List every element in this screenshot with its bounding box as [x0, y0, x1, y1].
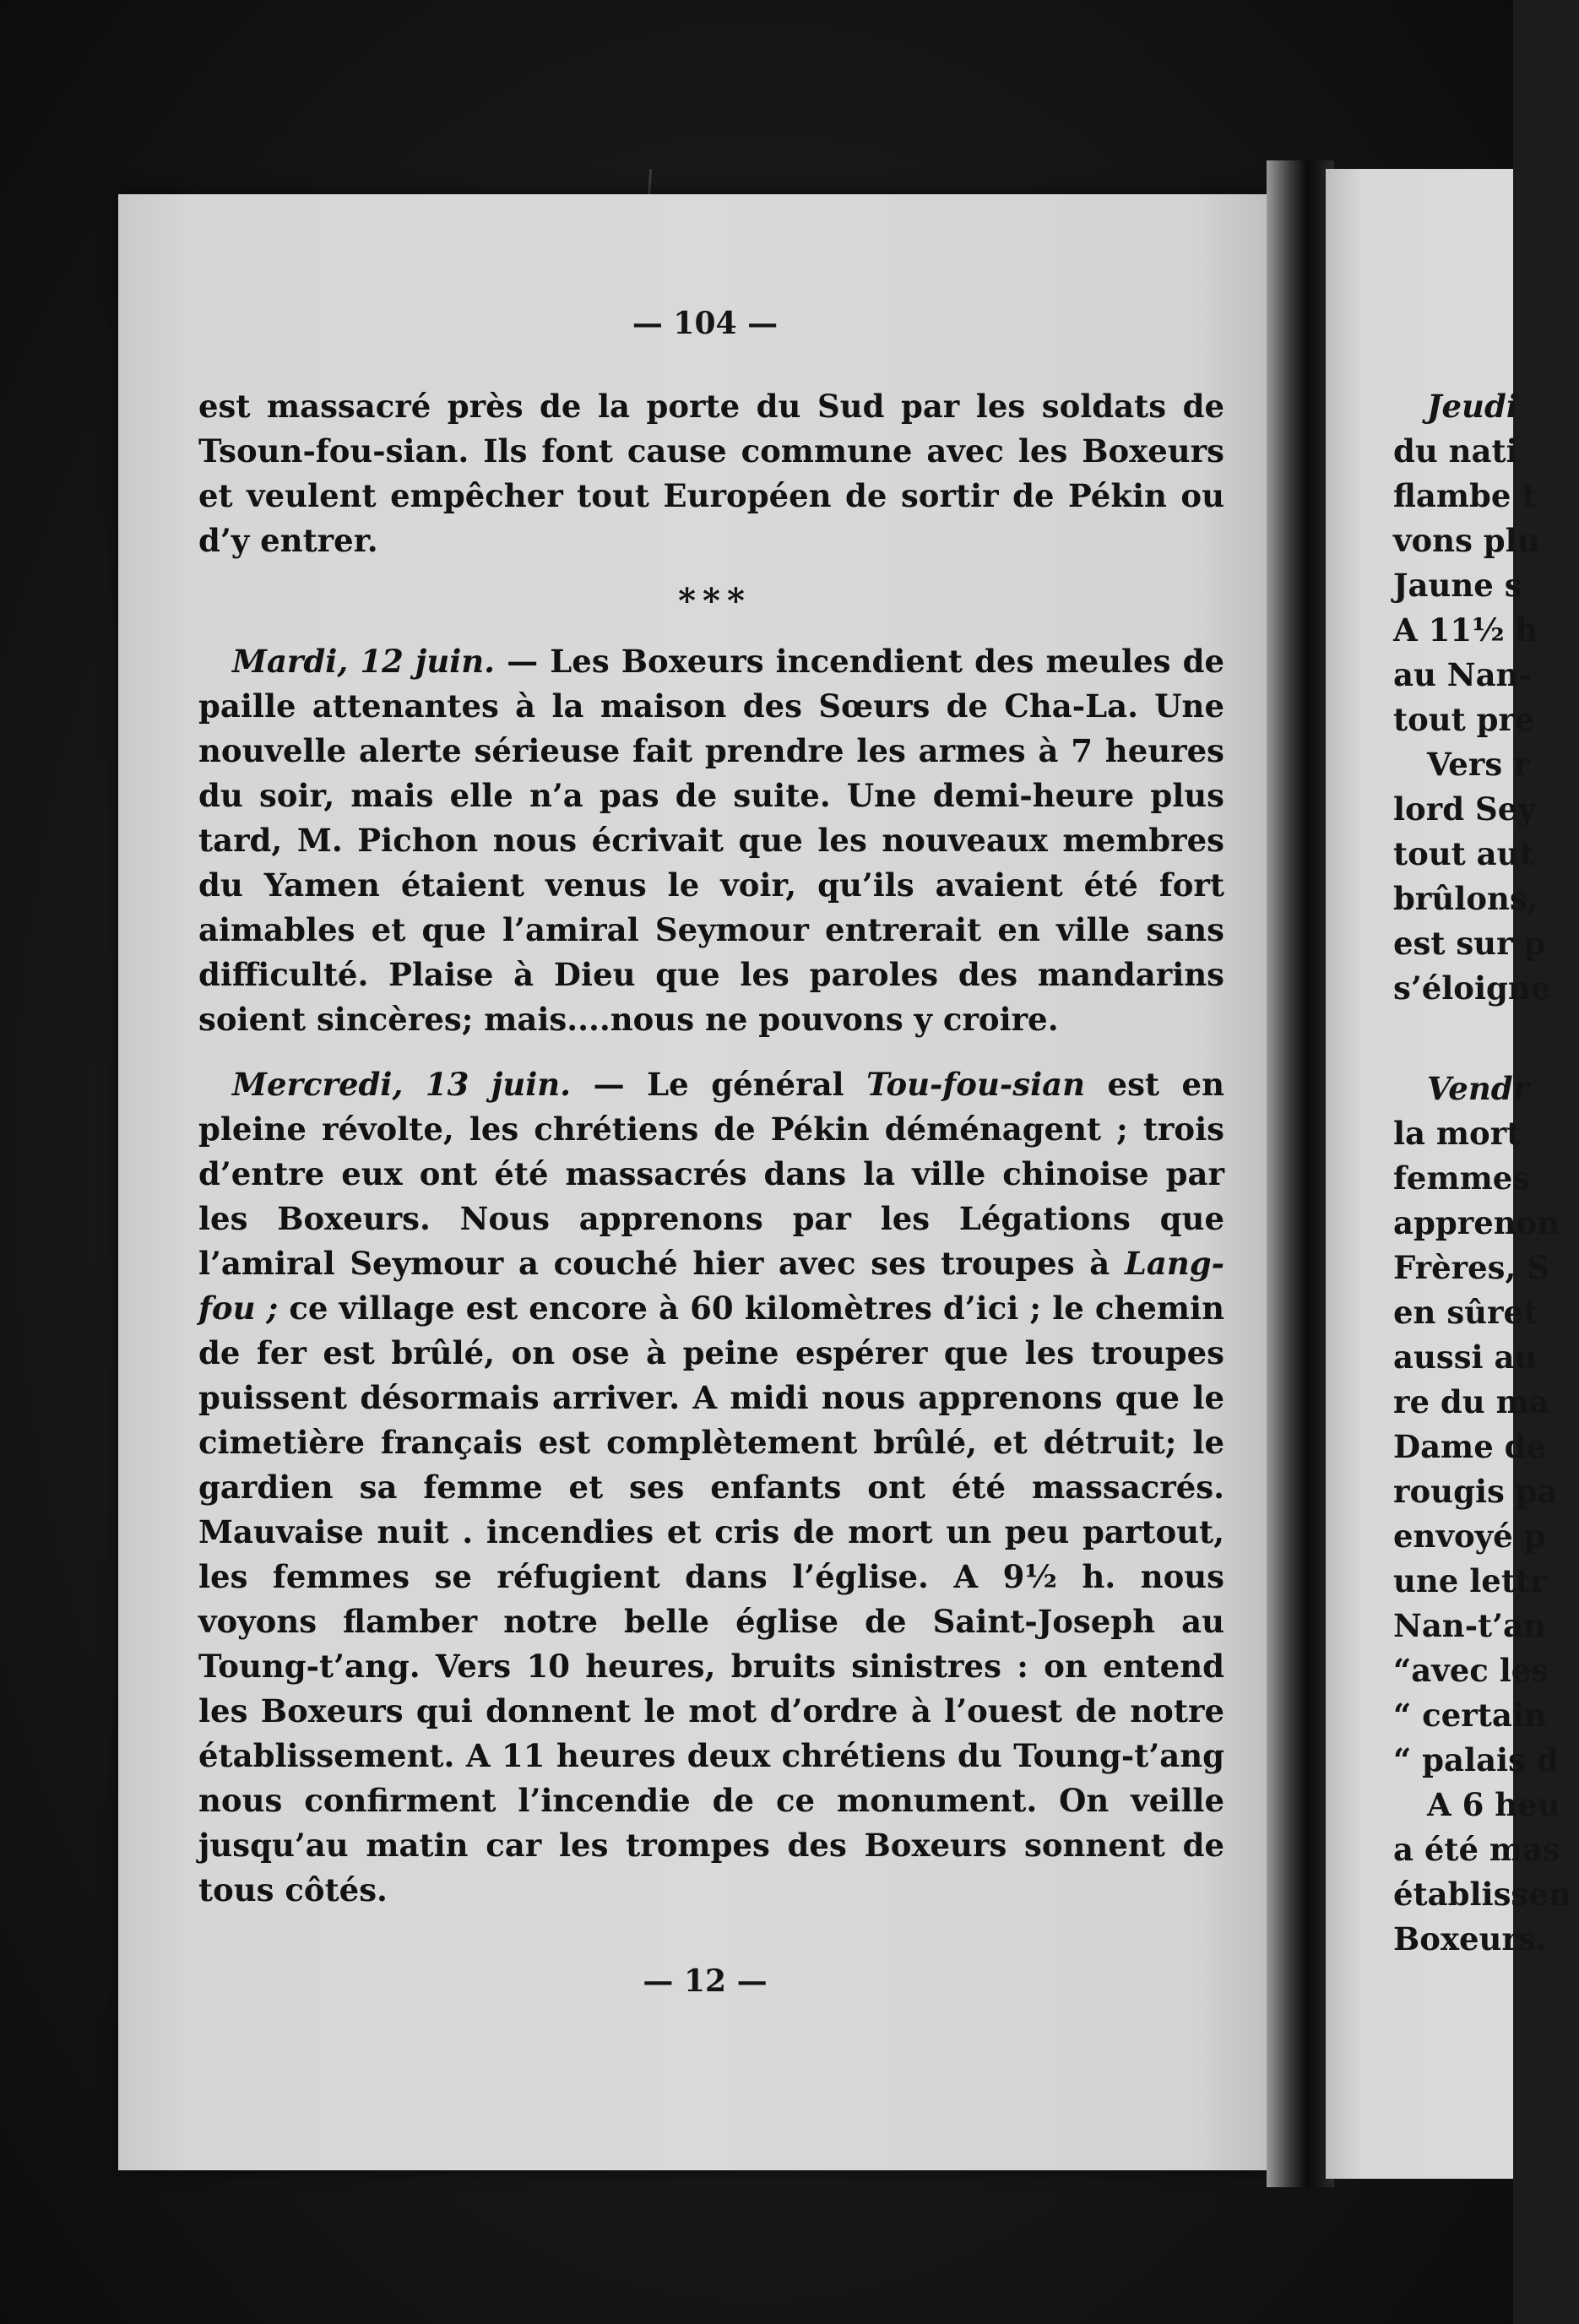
paragraph-tuesday [198, 639, 1224, 1042]
right-page-line: lord Sey [1393, 790, 1536, 828]
right-page-line: Boxeurs. [1393, 1920, 1547, 1957]
right-page-line: apprenon [1393, 1204, 1560, 1241]
entry-body-wednesday-c: ce village est encore à 60 kilomètres d’ici ; le chemin de fer est brûlé, on ose à peine espérer que les troupes puissent désormais arriver. A midi nous apprenons que le cimetière français est complètement brûlé, et détruit; le gardien sa femme et ses enfants ont été massacrés. Mauvaise nuit . incendies et cris de mort un peu partout, les femmes se réfugient dans l’église. A 9½ h. nous voyons flamber notre belle église de Saint-Joseph au Toung-t’ang. Vers 10 heures, bruits sinistres : on entend les Boxeurs qui donnent le mot d’ordre à l’ouest de notre établissement. A 11 heures deux chrétiens du Toung-t’ang nous confirment l’incendie de ce monument. On veille jusqu’au matin car les trompes des Boxeurs sonnent de tous côtés. [198, 1290, 1224, 1909]
right-page-line: une lettr [1393, 1562, 1547, 1599]
right-page-line: s’éloigne [1393, 969, 1551, 1007]
paragraph-continuation: est massacré près de la porte du Sud par les soldats de Tsoun-fou-sian. Ils font cause commune avec les Boxeurs et veulent empêcher tout Européen de sortir de Pékin ou d’y entrer. [198, 388, 1224, 559]
page-number-bottom: — 12 — [643, 1963, 768, 1999]
book-gutter [1267, 160, 1334, 2187]
right-page-line: tout aut [1393, 835, 1534, 872]
left-page-text [198, 384, 1224, 1913]
right-page-line: rougis pa [1393, 1473, 1558, 1510]
right-page-line: aussi au [1393, 1338, 1538, 1376]
right-page-text [1393, 384, 1579, 1962]
right-page-line: “ palais d [1393, 1741, 1559, 1778]
right-page-line: du nati [1393, 432, 1518, 470]
right-page-line: envoyé p [1393, 1518, 1546, 1555]
right-page-line: au Nan- [1393, 656, 1532, 693]
right-page-line: en sûret [1393, 1294, 1538, 1331]
right-page-line: tout pre [1393, 701, 1535, 738]
right-page-line: Vendr [1427, 1070, 1530, 1107]
entry-body-tuesday: — Les Boxeurs incendient des meules de paille attenantes à la maison des Sœurs de Cha-La. Une nouvelle alerte sérieuse fait prendre les armes à 7 heures du soir, mais elle n’a pas de suite. Une demi-heure plus tard, M. Pichon nous écrivait que les nouveaux membres du Yamen étaient venus le voir, qu’ils avaient été fort aimables et que l’amiral Seymour entrerait en ville sans difficulté. Plaise à Dieu que les paroles des mandarins soient sincères; mais....nous ne pouvons y croire. [198, 643, 1224, 1038]
right-page-line: A 11½ h [1393, 611, 1538, 649]
right-page-line: Vers r [1427, 746, 1530, 783]
general-name: Tou-fou-sian [866, 1066, 1085, 1103]
right-page-line: est sur p [1393, 925, 1546, 962]
right-page-line: Dame de [1393, 1428, 1547, 1465]
right-page-line: A 6 heu [1427, 1786, 1560, 1823]
right-page-line [1393, 1011, 1579, 1067]
right-page-line: flambe t [1393, 477, 1537, 514]
entry-date-tuesday: Mardi, 12 juin. [232, 643, 496, 680]
page-number-top: — 104 — [632, 306, 779, 341]
right-page-line: la mort [1393, 1115, 1522, 1152]
entry-body-wednesday-a: — Le général [571, 1066, 867, 1103]
right-page-line: “ certain [1393, 1697, 1547, 1734]
right-page-line: “avec les [1393, 1652, 1549, 1689]
right-page-line: vons plu [1393, 522, 1540, 559]
right-page-line: re du ma [1393, 1383, 1549, 1420]
asterism-separator: * * * [678, 581, 745, 621]
paragraph-wednesday [198, 1062, 1224, 1913]
right-page-line: Frères, S [1393, 1249, 1549, 1286]
right-page-line: Jaune s [1393, 567, 1522, 604]
right-page-line: Jeudi [1427, 388, 1518, 425]
right-page-line: femmes [1393, 1159, 1531, 1197]
right-page-line: Nan-t’an [1393, 1607, 1546, 1644]
right-page-line: a été mas [1393, 1831, 1560, 1868]
entry-body-wednesday-b: est en pleine révolte, les chrétiens de Pékin déménagent ; trois d’entre eux ont été massacrés dans la ville chinoise par les Boxeurs. Nous apprenons par les Légations que l’amiral Seymour a couché hier avec ses troupes à [198, 1066, 1224, 1282]
right-page-line: brûlons, [1393, 880, 1538, 917]
place-name: Lang-fou ; [198, 1245, 1224, 1327]
entry-date-wednesday: Mercredi, 13 juin. [232, 1066, 572, 1103]
right-page-line: établissen [1393, 1876, 1571, 1913]
